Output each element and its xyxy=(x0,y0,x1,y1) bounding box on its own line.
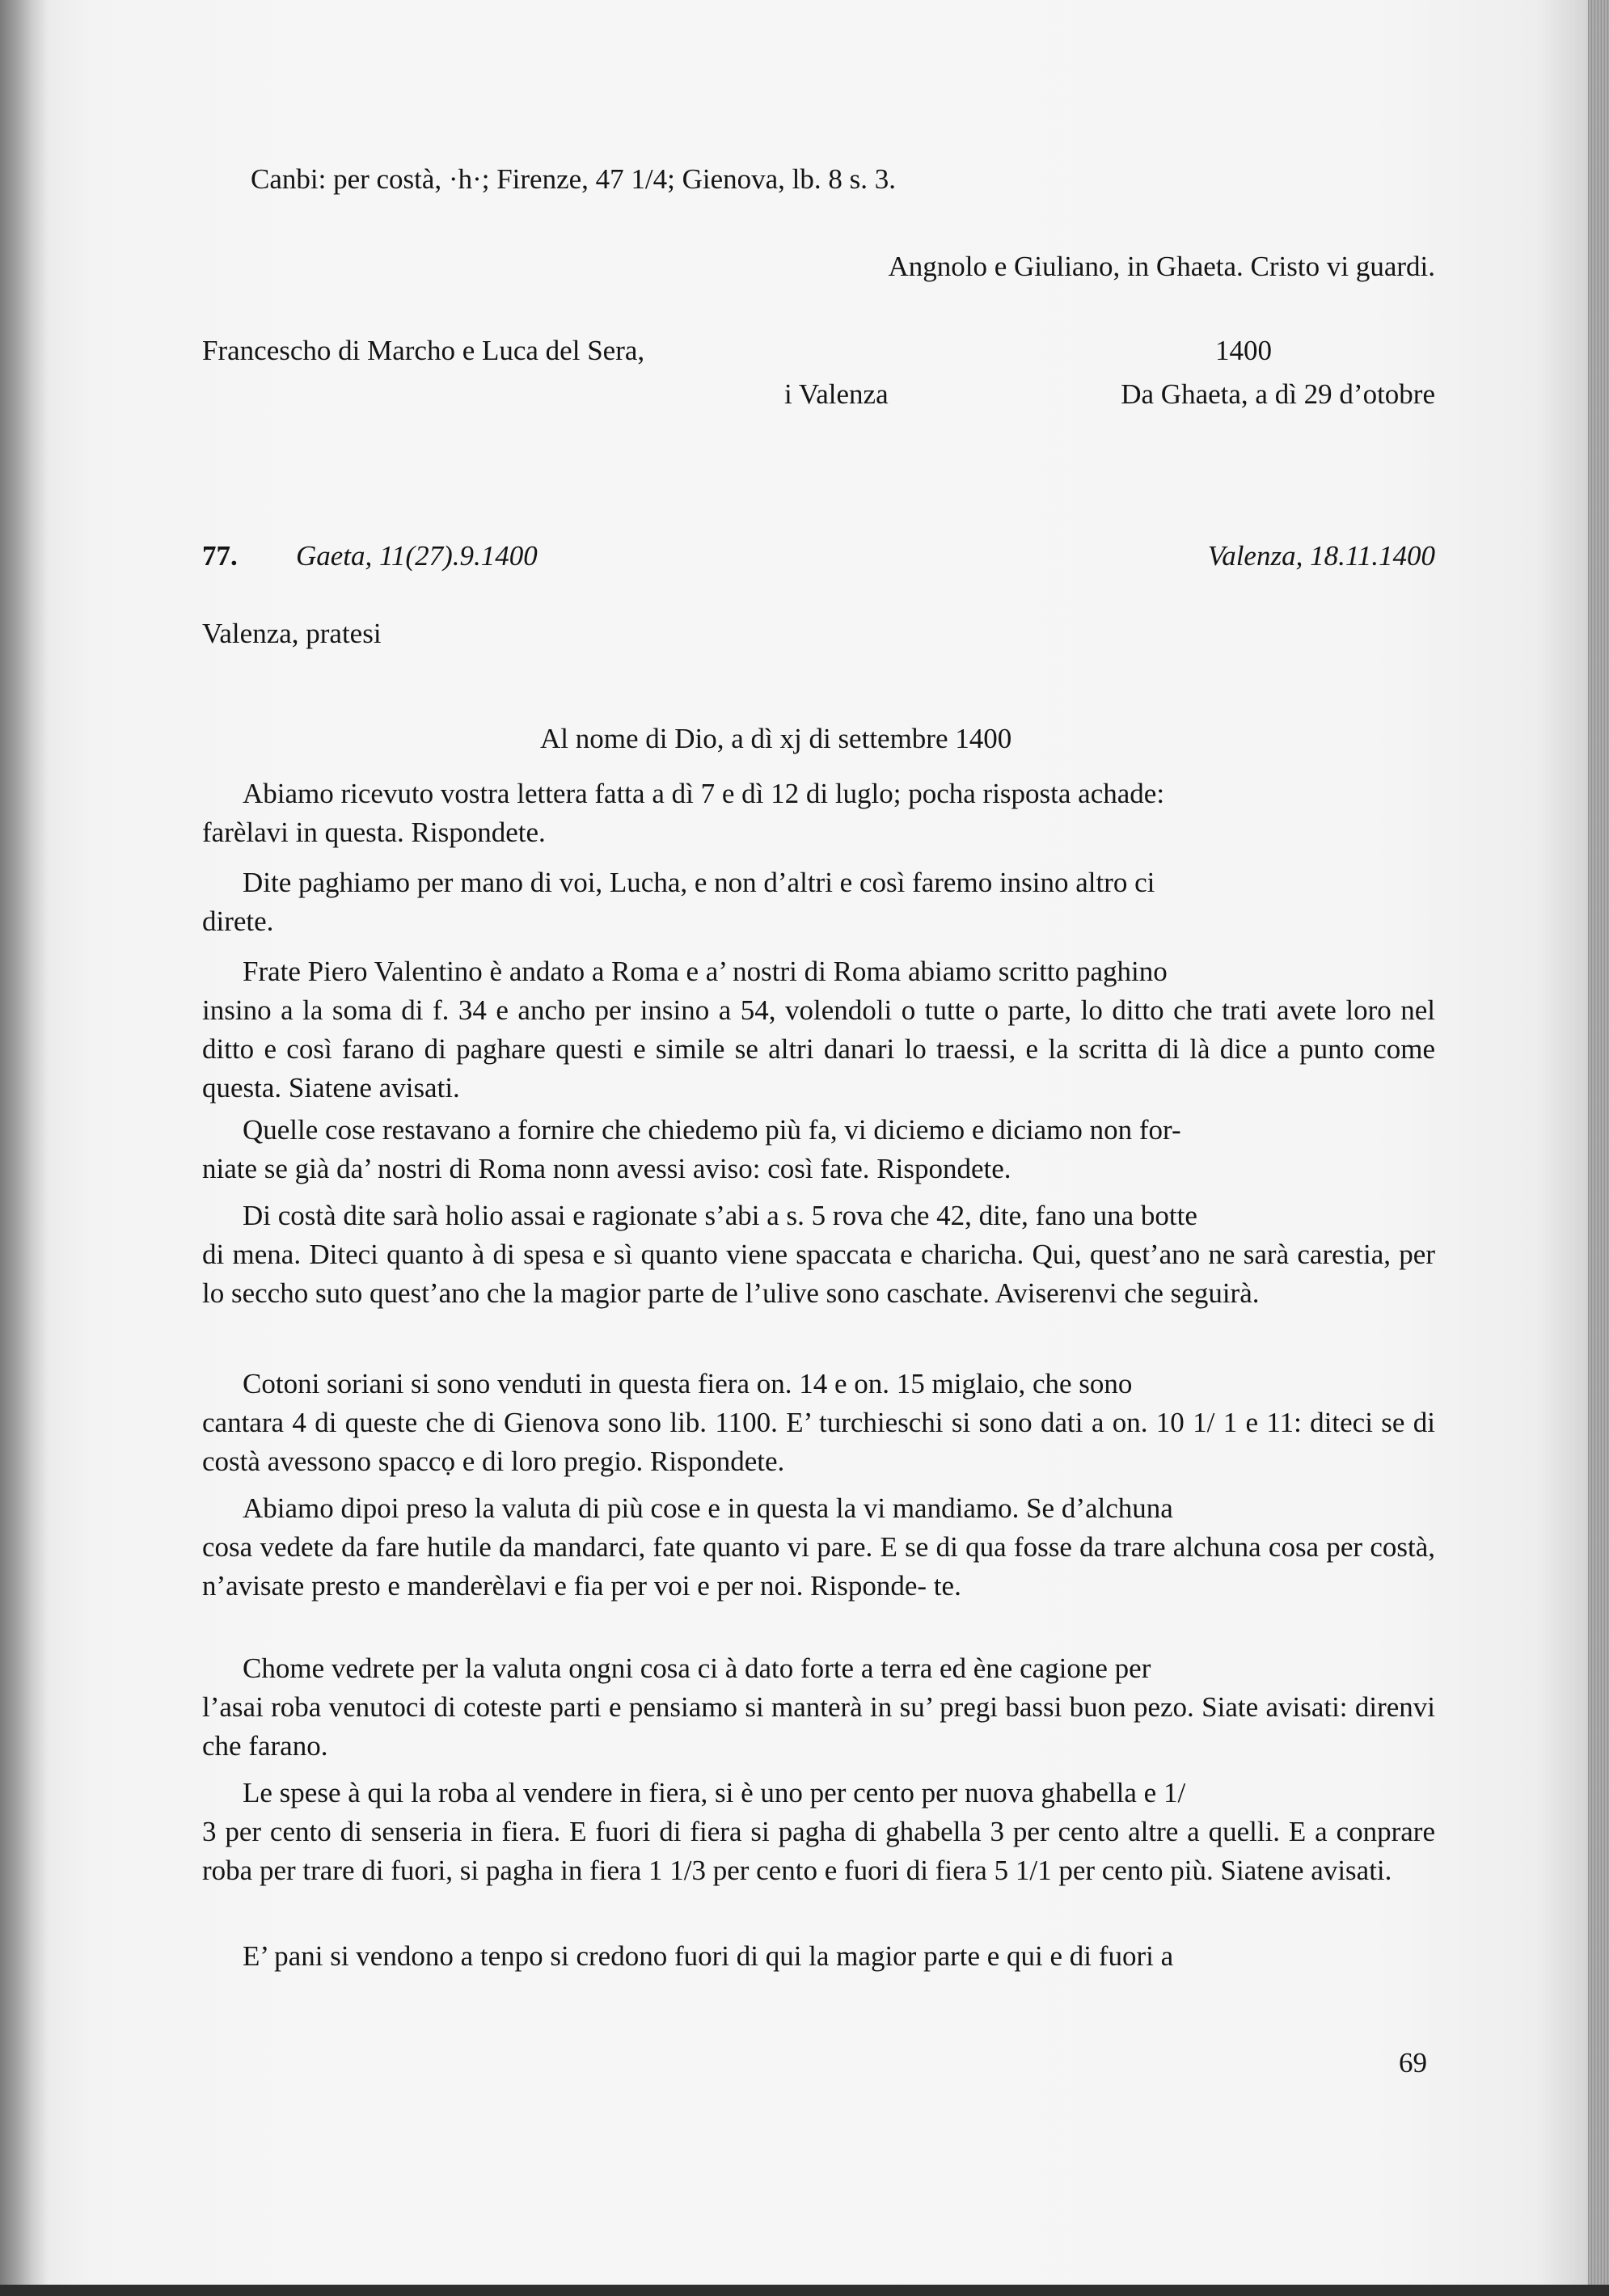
paragraph-first-line: E’ pani si vendono a tenpo si credono fuori di qui la magior parte e qui e di fuori a xyxy=(243,1940,1174,1972)
paragraph-rest: direte. xyxy=(202,905,274,937)
recipient-line-2: i Valenza xyxy=(784,378,889,410)
paragraph-first-line: Abiamo dipoi preso la valuta di più cose e in questa la vi mandiamo. Se d’alchuna xyxy=(243,1492,1173,1524)
letter-sent-info: Gaeta, 11(27).9.1400 xyxy=(296,540,538,572)
invocation-line: Al nome di Dio, a dì xj di settembre 1400 xyxy=(540,723,1012,754)
paragraph-10 xyxy=(202,1937,1435,1976)
paragraph-4 xyxy=(202,1111,1435,1188)
paragraph-7 xyxy=(202,1489,1435,1606)
paragraph-rest: niate se già da’ nostri di Roma nonn avessi aviso: così fate. Rispondete. xyxy=(202,1153,1011,1184)
paragraph-rest: insino a la soma di f. 34 e ancho per insino a 54, volendoli o tutte o parte, lo ditto che trati avete loro nel ditto e così farano di paghare questi e simile se altri danari lo traessi, e la scritta di là dice a punto come questa. Siatene avisati. xyxy=(202,994,1435,1104)
paragraph-5 xyxy=(202,1197,1435,1313)
binding-shadow xyxy=(0,0,49,2296)
paragraph-first-line: Di costà dite sarà holio assai e ragionate s’abi a s. 5 rova che 42, dite, fano una botte xyxy=(243,1200,1197,1231)
page-number: 69 xyxy=(1399,2047,1427,2079)
paragraph-6 xyxy=(202,1365,1435,1481)
paragraph-first-line: Chome vedrete per la valuta ongni cosa ci à dato forte a terra ed ène cagione per xyxy=(243,1652,1151,1684)
paragraph-first-line: Dite paghiamo per mano di voi, Lucha, e non d’altri e così faremo insino altro ci xyxy=(243,867,1155,898)
paragraph-2 xyxy=(202,863,1435,941)
paragraph-rest: cantara 4 di queste che di Gienova sono lib. 1100. E’ turchieschi si sono dati a on. 10 1/ 1 e 11: diteci se di costà avessono spaccọ e di loro pregio. Rispondete. xyxy=(202,1407,1435,1477)
paragraph-1 xyxy=(202,774,1435,852)
recipient-line-1: Francescho di Marcho e Luca del Sera, xyxy=(202,335,645,366)
bottom-border xyxy=(0,2285,1609,2296)
letter-number: 77. xyxy=(202,540,238,572)
exchange-rates-line: Canbi: per costà, ·h·; Firenze, 47 1/4; Gienova, lb. 8 s. 3. xyxy=(251,163,897,195)
paragraph-rest: cosa vedete da fare hutile da mandarci, fate quanto vi pare. E se di qua fosse da trare alchuna cosa per costà, n’avisate presto e manderèlavi e fia per voi e per noi. Risponde- te. xyxy=(202,1531,1435,1602)
paragraph-rest: di mena. Diteci quanto à di spesa e sì quanto viene spaccata e charicha. Qui, quest’ano ne sarà carestia, per lo secchо suto quest’ano che la magior parte de l’ulive sono caschate. Aviserenvi che seguirà. xyxy=(202,1239,1435,1309)
paragraph-first-line: Frate Piero Valentino è andato a Roma e a’ nostri di Roma abiamo scritto paghino xyxy=(243,956,1168,987)
paragraph-rest: 3 per cento di senseria in fiera. E fuori di fiera si pagha di ghabella 3 per cento altre a quelli. E a conprare roba per trare di fuori, si pagha in fiera 1 1/3 per cento e fuori di fiera 5 1/1 per cento più. Siatene avisati. xyxy=(202,1816,1435,1886)
paragraph-3 xyxy=(202,952,1435,1108)
paragraph-8 xyxy=(202,1649,1435,1766)
origin-date: Da Ghaeta, a dì 29 d’otobre xyxy=(1121,378,1435,410)
paragraph-rest: farèlavi in questa. Rispondete. xyxy=(202,817,546,848)
signature-line: Angnolo e Giuliano, in Ghaeta. Cristo vi guardi. xyxy=(888,251,1435,282)
destination-line: Valenza, pratesi xyxy=(202,618,382,649)
paragraph-first-line: Quelle cose restavano a fornire che chiedemo più fa, vi diciemo e diciamo non for- xyxy=(243,1114,1181,1146)
address-year: 1400 xyxy=(1215,335,1272,366)
paragraph-first-line: Cotoni soriani si sono venduti in questa fiera on. 14 e on. 15 miglaio, che sono xyxy=(243,1368,1133,1399)
letter-received-info: Valenza, 18.11.1400 xyxy=(1207,540,1435,572)
paragraph-rest: l’asai roba venutoci di coteste parti e pensiamo si manterà in su’ pregi bassi buon pezo. Siate avisati: direnvi che farano. xyxy=(202,1691,1435,1762)
page-edges xyxy=(1588,0,1609,2296)
paragraph-first-line: Abiamo ricevuto vostra lettera fatta a dì 7 e dì 12 di luglo; pocha risposta achade: xyxy=(243,778,1165,809)
paragraph-first-line: Le spese à qui la roba al vendere in fiera, si è uno per cento per nuova ghabella e 1/ xyxy=(243,1777,1186,1809)
paragraph-9 xyxy=(202,1774,1435,1890)
